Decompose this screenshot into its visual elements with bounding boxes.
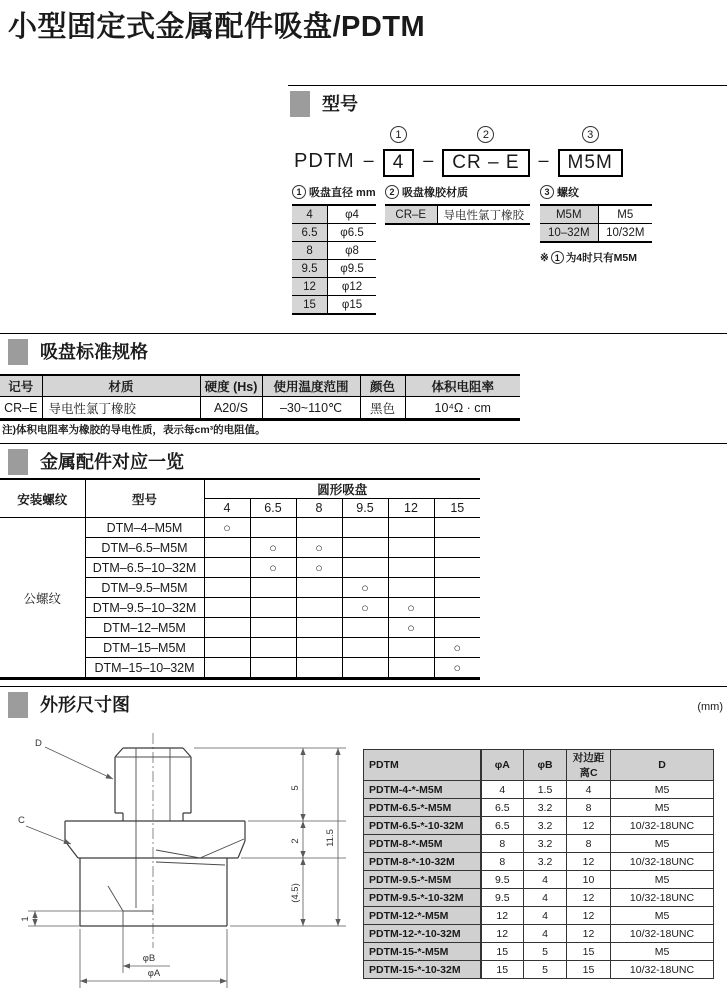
table-cell: PDTM-8-*-M5M	[364, 835, 481, 853]
dimension-drawing	[8, 733, 353, 995]
dash: –	[363, 150, 374, 170]
table-cell: ○	[296, 558, 342, 578]
table-cell: 导电性氯丁橡胶	[437, 205, 530, 224]
section-header	[0, 334, 727, 365]
table-cell: 3.2	[524, 853, 567, 871]
table-cell: 15	[567, 943, 611, 961]
table-cell: 12	[481, 907, 524, 925]
rubber-option-block	[385, 184, 530, 225]
spec-note: 注)体积电阻率为橡胶的导电性质，表示每cm³的电阻值。	[2, 424, 266, 436]
table-cell: 10/32-18UNC	[611, 817, 714, 835]
table-cell	[296, 638, 342, 658]
table-cell	[250, 638, 296, 658]
model-code-group-diameter	[383, 126, 415, 177]
table-cell: M5	[598, 205, 652, 224]
table-cell: PDTM-6.5-*-10-32M	[364, 817, 481, 835]
circled-number-1: 1	[292, 185, 306, 199]
table-cell	[388, 518, 434, 538]
table-cell: 3.2	[524, 799, 567, 817]
thread-caption-text: 螺纹	[557, 187, 579, 199]
table-cell	[388, 538, 434, 558]
table-cell	[388, 558, 434, 578]
table-cell	[388, 658, 434, 679]
table-cell	[204, 558, 250, 578]
thread-note	[540, 250, 652, 265]
leader-c	[26, 826, 71, 844]
table-cell: M5	[611, 907, 714, 925]
diameter-caption	[292, 184, 376, 200]
column-header: φB	[524, 750, 567, 781]
model-code-group-thread	[558, 126, 623, 177]
table-row	[364, 781, 714, 799]
table-row	[385, 205, 530, 224]
column-header: PDTM	[364, 750, 481, 781]
table-cell: PDTM-15-*-10-32M	[364, 961, 481, 979]
table-cell	[342, 538, 388, 558]
hex-flange-outline	[65, 821, 245, 858]
table-cell: 4	[524, 871, 567, 889]
table-cell: PDTM-12-*-M5M	[364, 907, 481, 925]
table-cell	[250, 518, 296, 538]
size-header: 12	[388, 499, 434, 518]
table-cell: 15	[292, 296, 328, 315]
table-cell: 6.5	[481, 799, 524, 817]
size-header: 15	[434, 499, 480, 518]
dim-label-2: 2	[290, 838, 301, 844]
model-code-group-material	[442, 126, 529, 177]
table-row	[364, 835, 714, 853]
table-cell	[204, 618, 250, 638]
spec-table	[0, 374, 520, 421]
section-marker	[290, 91, 310, 117]
table-cell: DTM–9.5–M5M	[85, 578, 204, 598]
table-cell	[204, 538, 250, 558]
table-row	[0, 518, 480, 538]
section-header	[0, 444, 727, 475]
diameter-caption-text: 吸盘直径 mm	[309, 187, 376, 199]
table-cell: 导电性氯丁橡胶	[42, 397, 200, 420]
table-row	[364, 943, 714, 961]
table-cell: 8	[481, 835, 524, 853]
table-row	[292, 260, 376, 278]
table-cell: 10⁴Ω · cm	[405, 397, 520, 420]
column-header: 使用温度范围	[262, 375, 360, 397]
thread-table	[540, 204, 652, 243]
table-cell: ○	[388, 598, 434, 618]
table-cell: φ8	[328, 242, 376, 260]
table-cell: 10/32-18UNC	[611, 925, 714, 943]
table-row	[292, 296, 376, 315]
rubber-table	[385, 204, 530, 225]
table-cell: 12	[481, 925, 524, 943]
table-cell: 10/32-18UNC	[611, 889, 714, 907]
table-cell: M5	[611, 943, 714, 961]
table-cell: 10	[567, 871, 611, 889]
table-row	[540, 205, 652, 224]
table-cell	[204, 578, 250, 598]
section-marker	[8, 692, 28, 718]
table-cell: 4	[567, 781, 611, 799]
table-header-row	[364, 750, 714, 781]
table-cell	[342, 618, 388, 638]
section-marker	[8, 449, 28, 475]
table-row	[292, 205, 376, 224]
table-cell: DTM–15–M5M	[85, 638, 204, 658]
hex-facet-lines	[156, 839, 244, 858]
table-cell: M5	[611, 799, 714, 817]
table-cell: –30~110℃	[262, 397, 360, 420]
table-row	[364, 925, 714, 943]
rubber-caption-text: 吸盘橡胶材质	[402, 187, 468, 199]
circled-number-3: 3	[540, 185, 554, 199]
table-cell: 4	[481, 781, 524, 799]
table-row	[364, 907, 714, 925]
row-group-label: 公螺纹	[0, 518, 85, 679]
size-header: 4	[204, 499, 250, 518]
table-cell: ○	[250, 538, 296, 558]
table-cell: ○	[204, 518, 250, 538]
table-header-row	[0, 479, 480, 499]
dim-label-5: 5	[290, 785, 301, 791]
table-cell: CR–E	[385, 205, 437, 224]
table-cell: 6.5	[481, 817, 524, 835]
size-header: 9.5	[342, 499, 388, 518]
dim-label-11-5: 11.5	[325, 829, 336, 847]
table-row	[364, 799, 714, 817]
column-header: 硬度 (Hs)	[200, 375, 262, 397]
section-title: 金属配件对应一览	[40, 452, 184, 472]
table-cell: 15	[481, 943, 524, 961]
table-cell: DTM–15–10–32M	[85, 658, 204, 679]
rubber-caption	[385, 184, 530, 200]
table-cell: PDTM-9.5-*-10-32M	[364, 889, 481, 907]
table-cell	[434, 518, 480, 538]
circled-number-1: 1	[551, 251, 564, 264]
table-cell: PDTM-6.5-*-M5M	[364, 799, 481, 817]
column-header: 对边距离C	[567, 750, 611, 781]
table-cell: 6.5	[292, 224, 328, 242]
table-cell: M5	[611, 781, 714, 799]
table-cell: φ15	[328, 296, 376, 315]
column-header: φA	[481, 750, 524, 781]
table-cell	[434, 618, 480, 638]
model-code-box-thread: M5M	[558, 149, 623, 177]
column-header-model: 型号	[85, 479, 204, 518]
extension-lines-left	[28, 911, 123, 926]
spec-section	[0, 333, 727, 444]
table-cell: PDTM-4-*-M5M	[364, 781, 481, 799]
table-cell: ○	[296, 538, 342, 558]
table-cell: 9.5	[481, 871, 524, 889]
table-cell	[434, 598, 480, 618]
table-cell: DTM–6.5–10–32M	[85, 558, 204, 578]
section-title: 外形尺寸图	[40, 695, 130, 715]
table-row	[292, 278, 376, 296]
size-header: 6.5	[250, 499, 296, 518]
table-cell: 8	[567, 835, 611, 853]
table-cell: 3.2	[524, 817, 567, 835]
thread-caption	[540, 184, 652, 200]
table-cell	[342, 558, 388, 578]
table-cell: A20/S	[200, 397, 262, 420]
table-cell: ○	[434, 658, 480, 679]
table-cell	[434, 538, 480, 558]
table-cell: ○	[342, 598, 388, 618]
circled-number-1: 1	[390, 126, 407, 143]
table-cell: ○	[342, 578, 388, 598]
table-cell	[250, 598, 296, 618]
column-header: D	[611, 750, 714, 781]
section-marker	[8, 339, 28, 365]
table-cell: 5	[524, 943, 567, 961]
size-header: 8	[296, 499, 342, 518]
table-cell: φ12	[328, 278, 376, 296]
dim-label-4-5: (4.5)	[290, 883, 301, 903]
column-header: 材质	[42, 375, 200, 397]
table-cell	[296, 598, 342, 618]
column-header-mount: 安装螺纹	[0, 479, 85, 518]
table-cell: 4	[292, 205, 328, 224]
model-code-prefix: PDTM	[294, 150, 355, 172]
table-cell: PDTM-8-*-10-32M	[364, 853, 481, 871]
table-cell	[434, 558, 480, 578]
extension-lines-right	[194, 748, 346, 926]
table-cell: 3.2	[524, 835, 567, 853]
dimensions-section	[0, 686, 727, 1002]
table-cell: 12	[567, 889, 611, 907]
table-cell	[296, 518, 342, 538]
leader-d	[45, 747, 113, 779]
table-cell: PDTM-12-*-10-32M	[364, 925, 481, 943]
page-title: 小型固定式金属配件吸盘/PDTM	[8, 11, 426, 43]
table-cell: ○	[250, 558, 296, 578]
table-row	[0, 397, 520, 420]
table-cell: 4	[524, 889, 567, 907]
model-code-box-diameter: 4	[383, 149, 415, 177]
table-cell: 1.5	[524, 781, 567, 799]
note-prefix: ※	[540, 251, 549, 264]
table-cell: M5M	[540, 205, 598, 224]
diameter-table	[292, 204, 376, 315]
cup-inner-lines	[108, 862, 225, 926]
table-cell	[250, 658, 296, 679]
table-cell	[296, 618, 342, 638]
table-header-row	[0, 375, 520, 397]
table-cell: φ6.5	[328, 224, 376, 242]
table-cell: PDTM-9.5-*-M5M	[364, 871, 481, 889]
section-header	[288, 86, 727, 117]
table-cell: 10–32M	[540, 224, 598, 243]
table-cell	[204, 658, 250, 679]
table-row	[364, 853, 714, 871]
section-header	[0, 687, 727, 718]
table-cell: 15	[567, 961, 611, 979]
table-cell: φ4	[328, 205, 376, 224]
table-cell	[296, 658, 342, 679]
thread-option-block	[540, 184, 652, 265]
table-cell	[388, 578, 434, 598]
table-cell	[250, 578, 296, 598]
column-header: 体积电阻率	[405, 375, 520, 397]
table-cell: PDTM-15-*-M5M	[364, 943, 481, 961]
table-cell: 9.5	[292, 260, 328, 278]
table-cell: 12	[567, 853, 611, 871]
dash: –	[423, 150, 434, 170]
table-cell: 8	[567, 799, 611, 817]
table-cell	[342, 518, 388, 538]
dash: –	[538, 150, 549, 170]
circled-number-2: 2	[385, 185, 399, 199]
table-cell: φ9.5	[328, 260, 376, 278]
table-cell: 12	[567, 925, 611, 943]
column-header: 记号	[0, 375, 42, 397]
table-cell: DTM–4–M5M	[85, 518, 204, 538]
table-cell: DTM–6.5–M5M	[85, 538, 204, 558]
table-row	[364, 889, 714, 907]
table-cell: 8	[292, 242, 328, 260]
table-cell	[434, 578, 480, 598]
table-cell: ○	[434, 638, 480, 658]
cup-outline	[80, 858, 227, 926]
table-cell: 10/32M	[598, 224, 652, 243]
dim-label-1: 1	[20, 916, 31, 922]
metal-fitting-section	[0, 443, 727, 687]
dim-label-phi-a: φA	[147, 968, 161, 979]
label-d: D	[35, 738, 42, 749]
table-row	[364, 871, 714, 889]
section-title: 吸盘标准规格	[40, 342, 148, 362]
table-cell: 12	[567, 817, 611, 835]
table-cell: 5	[524, 961, 567, 979]
column-header-group: 圆形吸盘	[204, 479, 480, 499]
table-cell: M5	[611, 835, 714, 853]
table-cell: CR–E	[0, 397, 42, 420]
table-cell	[342, 638, 388, 658]
table-cell	[204, 638, 250, 658]
dim-label-phi-b: φB	[142, 953, 156, 964]
table-cell: DTM–9.5–10–32M	[85, 598, 204, 618]
table-cell: 10/32-18UNC	[611, 853, 714, 871]
table-cell: 10/32-18UNC	[611, 961, 714, 979]
section-title: 型号	[322, 94, 358, 114]
table-row	[292, 224, 376, 242]
dimensions-table	[363, 749, 714, 979]
circled-number-2: 2	[477, 126, 494, 143]
table-cell	[342, 658, 388, 679]
table-cell	[250, 618, 296, 638]
table-cell: DTM–12–M5M	[85, 618, 204, 638]
column-header: 颜色	[360, 375, 405, 397]
label-c: C	[18, 815, 25, 826]
table-row	[540, 224, 652, 243]
table-cell: 4	[524, 925, 567, 943]
table-cell: 12	[567, 907, 611, 925]
table-cell: 9.5	[481, 889, 524, 907]
model-section	[288, 85, 727, 332]
table-cell: 15	[481, 961, 524, 979]
model-code	[294, 126, 623, 177]
table-cell	[204, 598, 250, 618]
table-cell: M5	[611, 871, 714, 889]
note-text: 为4时只有M5M	[565, 252, 637, 264]
table-cell	[296, 578, 342, 598]
table-cell: 8	[481, 853, 524, 871]
table-cell: 黑色	[360, 397, 405, 420]
circled-number-3: 3	[582, 126, 599, 143]
model-code-box-material: CR – E	[442, 149, 529, 177]
table-cell	[388, 638, 434, 658]
table-row	[292, 242, 376, 260]
table-row	[364, 961, 714, 979]
table-row	[364, 817, 714, 835]
metal-fitting-table	[0, 478, 480, 680]
table-cell: 12	[292, 278, 328, 296]
diameter-option-block	[292, 184, 376, 315]
unit-label: (mm)	[697, 701, 723, 713]
table-cell: ○	[388, 618, 434, 638]
table-cell: 4	[524, 907, 567, 925]
